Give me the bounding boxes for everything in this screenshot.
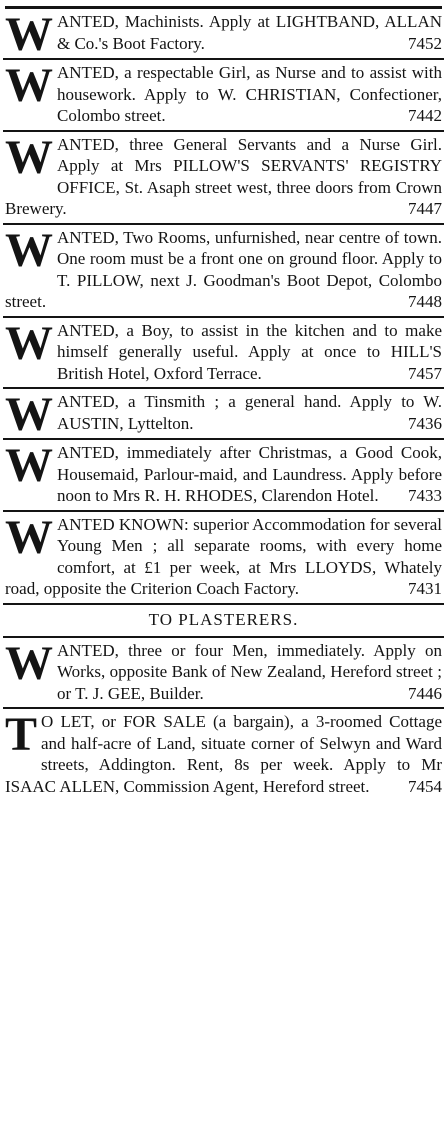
ad-number: 7431 (408, 579, 442, 598)
drop-initial: W (5, 317, 51, 370)
ad-text: ANTED, Machinists. Apply at LIGHTBAND, ALLAN & Co.'s Boot Factory. (57, 12, 442, 53)
ad-text: ANTED, immediately after Christmas, a Good Cook, Housemaid, Parlour-maid, and Laundress. Apply before noon to Mrs R. H. RHODES, Clarendon Hotel. (57, 443, 442, 505)
newspaper-column (0, 6, 446, 1121)
ad-number: 7454 (408, 776, 442, 796)
ad-number: 7452 (408, 33, 442, 53)
ad-tinsmith (3, 389, 444, 440)
ad-text: O LET, or FOR SALE (a bargain), a 3-roomed Cottage and half-acre of Land, situate corner of Selwyn and Ward streets, Addington. Rent, 8s per week. Apply to Mr ISAAC ALLEN, Commission Agent, Hereford street. (5, 712, 442, 796)
drop-initial: W (5, 389, 51, 440)
section-heading: TO PLASTERERS. (3, 605, 444, 638)
ad-general-servants (3, 132, 444, 225)
ad-text: ANTED, three or four Men, immediately. Apply on Works, opposite Bank of New Zealand, Hereford street ; or T. J. GEE, Builder. (57, 640, 442, 703)
ad-boy-kitchen (3, 318, 444, 390)
ad-good-cook (3, 440, 444, 512)
ad-number: 7457 (408, 363, 442, 383)
ad-plasterers (3, 638, 444, 710)
drop-initial: W (5, 131, 51, 184)
ad-text: ANTED, a respectable Girl, as Nurse and to assist with housework. Apply to W. CHRISTIAN, Confectioner, Colombo street. (57, 63, 442, 125)
drop-initial: T (5, 709, 36, 761)
ad-number: 7447 (408, 199, 442, 218)
ad-number: 7433 (408, 486, 442, 505)
ad-number: 7436 (408, 413, 442, 433)
ad-number: 7442 (408, 106, 442, 125)
drop-initial: W (5, 9, 51, 60)
ad-machinists (3, 9, 444, 60)
drop-initial: W (5, 224, 51, 277)
ad-text: ANTED, a Tinsmith ; a general hand. Apply to W. AUSTIN, Lyttelton. (57, 392, 442, 433)
ad-number: 7448 (408, 292, 442, 311)
drop-initial: W (5, 511, 51, 564)
ad-to-let (3, 709, 444, 800)
ad-nurse-girl (3, 60, 444, 132)
ad-number: 7446 (408, 683, 442, 703)
ad-text: ANTED, Two Rooms, unfurnished, near centre of town. One room must be a front one on ground floor. Apply to T. PILLOW, next J. Goodman's Boot Depot, Colombo street. (5, 227, 442, 311)
ad-text: ANTED, a Boy, to assist in the kitchen and to make himself generally useful. Apply at once to HILL'S British Hotel, Oxford Terrace. (57, 320, 442, 383)
ad-accommodation (3, 512, 444, 605)
ad-text: ANTED KNOWN: superior Accommodation for several Young Men ; all separate rooms, with every home comfort, at £1 per week, at Mrs LLOYDS, Whately road, opposite the Criterion Coach Factory. (5, 514, 442, 598)
drop-initial: W (5, 637, 51, 690)
ad-text: ANTED, three General Servants and a Nurse Girl. Apply at Mrs PILLOW'S SERVANTS' REGISTRY OFFICE, St. Asaph street west, three doors from Crown Brewery. (5, 134, 442, 218)
drop-initial: W (5, 60, 51, 112)
drop-initial: W (5, 440, 51, 492)
ad-two-rooms (3, 225, 444, 318)
